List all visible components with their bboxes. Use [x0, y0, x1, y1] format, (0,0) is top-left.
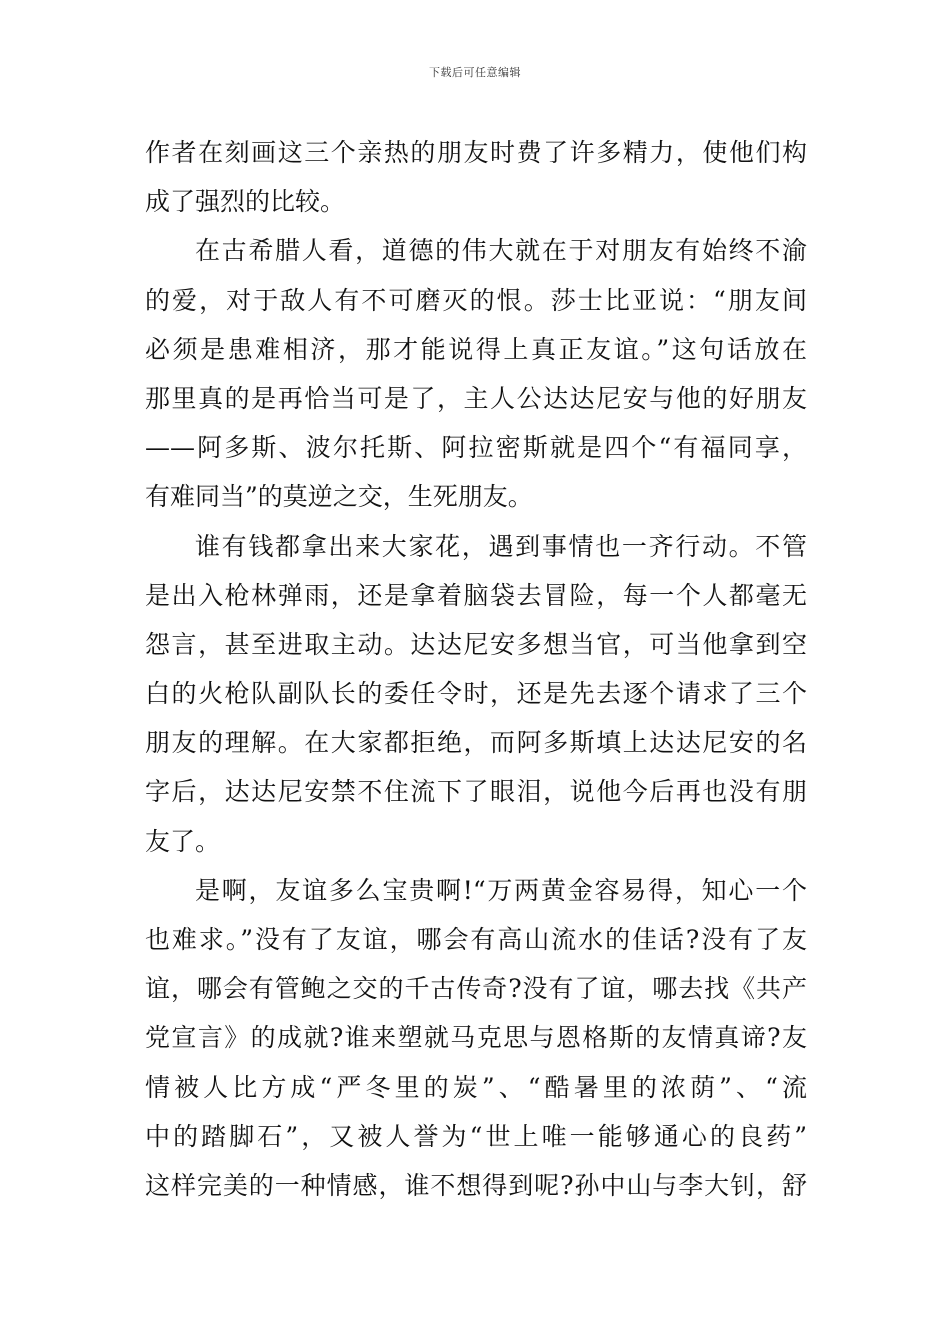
text-line: 党宣言》的成就?谁来塑就马克思与恩格斯的友情真谛?友	[145, 1023, 807, 1053]
body-text	[145, 128, 807, 1210]
text-line: 有难同当”的莫逆之交，生死朋友。	[145, 482, 533, 512]
text-line: 的爱，对于敌人有不可磨灭的恨。莎士比亚说：“朋友间	[145, 285, 807, 315]
text-line: 谁有钱都拿出来大家花，遇到事情也一齐行动。不管	[195, 531, 807, 561]
text-line: 必须是患难相济，那才能说得上真正友谊。”这句话放在	[145, 334, 807, 364]
text-line: 作者在刻画这三个亲热的朋友时费了许多精力，使他们构	[145, 138, 807, 167]
text-line: 是啊，友谊多么宝贵啊!“万两黄金容易得，知心一个	[195, 875, 807, 905]
text-line: 情被人比方成“严冬里的炭”、“酷暑里的浓荫”、“流	[145, 1072, 807, 1102]
text-line: 白的火枪队副队长的委任令时，还是先去逐个请求了三个	[145, 679, 807, 709]
text-line: 怨言，甚至进取主动。达达尼安多想当官，可当他拿到空	[145, 629, 807, 659]
text-line: 是出入枪林弹雨，还是拿着脑袋去冒险，每一个人都毫无	[145, 580, 807, 610]
text-line: 谊，哪会有管鲍之交的千古传奇?没有了谊，哪去找《共产	[145, 974, 807, 1004]
text-line: 那里真的是再恰当可是了，主人公达达尼安与他的好朋友	[145, 383, 807, 413]
text-line: 友了。	[145, 826, 221, 856]
text-line: 字后，达达尼安禁不住流下了眼泪，说他今后再也没有朋	[145, 777, 807, 807]
text-line: 这样完美的一种情感，谁不想得到呢?孙中山与李大钊，舒	[145, 1170, 807, 1200]
page-header-note: 下载后可任意编辑	[429, 66, 521, 79]
text-line: 在古希腊人看，道德的伟大就在于对朋友有始终不渝	[195, 236, 807, 266]
text-line: 朋友的理解。在大家都拒绝，而阿多斯填上达达尼安的名	[145, 728, 807, 758]
text-line: 中的踏脚石”，又被人誉为“世上唯一能够通心的良药”	[145, 1121, 807, 1151]
text-line: 也难求。”没有了友谊，哪会有高山流水的佳话?没有了友	[145, 925, 807, 954]
text-line: 成了强烈的比较。	[145, 187, 346, 217]
text-line: ——阿多斯、波尔托斯、阿拉密斯就是四个“有福同享，	[145, 433, 807, 463]
